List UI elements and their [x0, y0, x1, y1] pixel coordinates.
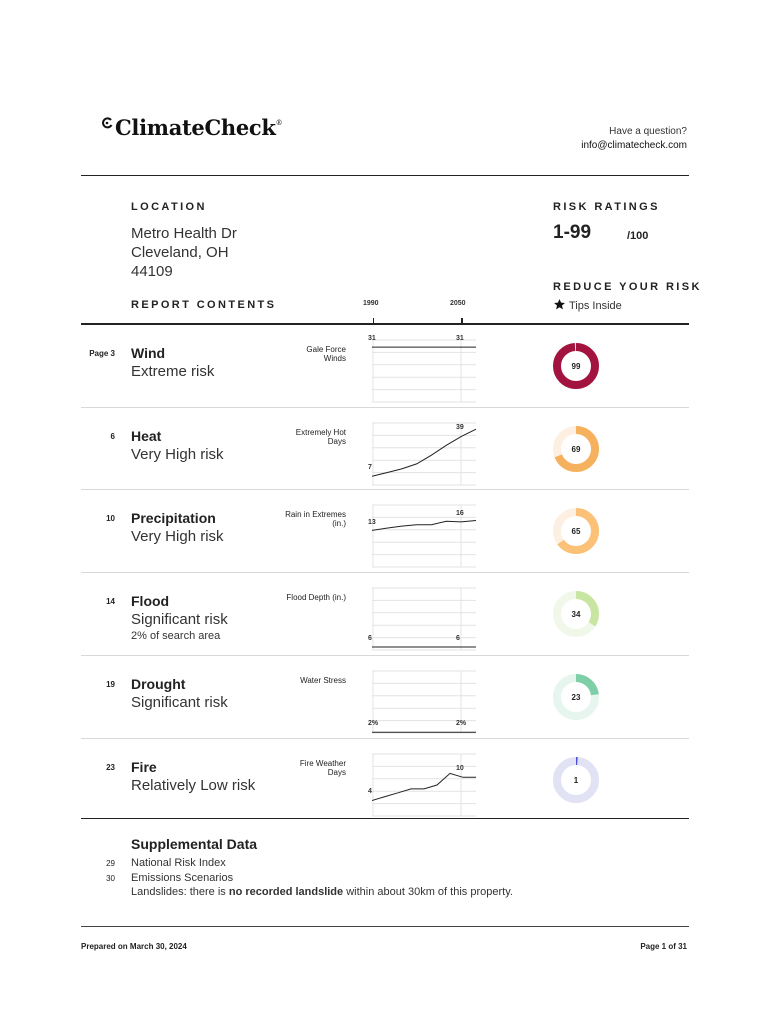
logo-registered-mark: ® — [275, 119, 283, 127]
landslide-note — [131, 886, 513, 898]
footer-divider — [81, 926, 689, 927]
metric-label: Flood Depth (in.) — [286, 593, 346, 603]
landslide-post: within about 30km of this property. — [346, 886, 513, 898]
star-icon — [553, 298, 566, 314]
risk-score-value: 1 — [573, 775, 579, 785]
risk-score-donut — [551, 424, 601, 474]
supp-link-emissions-scenarios[interactable]: Emissions Scenarios — [131, 872, 234, 884]
chart-start-value: 31 — [368, 335, 376, 343]
reduce-risk-label: REDUCE YOUR RISK — [553, 281, 702, 293]
logo-swirl-icon — [101, 117, 113, 133]
risk-level: Relatively Low risk — [131, 776, 256, 794]
risk-level: Very High risk — [131, 445, 224, 463]
address-block — [131, 224, 237, 281]
header-divider — [81, 175, 689, 176]
risk-score-value: 65 — [571, 527, 581, 537]
risk-score-donut — [551, 589, 601, 639]
chart-end-value: 2% — [456, 720, 467, 728]
supp-page-emissions: 30 — [106, 874, 115, 883]
tips-inside-label: Tips Inside — [569, 300, 622, 312]
chart-end-value: 16 — [456, 510, 464, 518]
risk-ratings-label: RISK RATINGS — [553, 201, 660, 213]
row-divider — [81, 407, 689, 408]
risk-title[interactable]: Heat — [131, 427, 162, 444]
metric-label: Water Stress — [300, 675, 346, 685]
risk-score-value: 23 — [571, 692, 581, 702]
risk-title[interactable]: Precipitation — [131, 510, 216, 527]
metric-label: Rain in Extremes (in.) — [285, 510, 346, 529]
trend-line — [372, 773, 476, 800]
chart-end-value: 10 — [456, 764, 464, 772]
trend-line — [372, 429, 476, 476]
risk-range: 1-99 — [553, 222, 592, 243]
risk-score-donut — [551, 755, 601, 805]
risk-level: Extreme risk — [131, 363, 215, 380]
risk-page-ref: 14 — [106, 597, 115, 607]
trend-line — [372, 521, 476, 531]
contents-divider — [81, 323, 689, 325]
metric-label: Gale Force Winds — [306, 345, 346, 363]
risk-page-ref: Page 3 — [89, 349, 115, 358]
address-zip: 44109 — [131, 263, 173, 280]
chart-end-value: 39 — [456, 424, 464, 432]
report-contents-label: REPORT CONTENTS — [131, 299, 277, 311]
risk-score-donut — [551, 672, 601, 722]
trend-chart — [372, 752, 480, 818]
chart-start-value: 2% — [368, 720, 379, 728]
contact-email-link[interactable]: info@climatecheck.com — [581, 140, 687, 151]
supp-page-nri: 29 — [106, 859, 115, 868]
risk-score-donut — [551, 506, 601, 556]
chart-end-value: 31 — [456, 335, 464, 343]
row-divider — [81, 489, 689, 490]
trend-chart — [372, 338, 480, 404]
chart-start-value: 13 — [368, 518, 376, 526]
landslide-pre: Landslides: there is — [131, 886, 226, 898]
risk-score-value: 99 — [571, 362, 581, 371]
logo-text: ClimateCheck — [115, 115, 276, 140]
risk-title[interactable]: Drought — [131, 675, 186, 692]
risk-page-ref: 6 — [110, 431, 115, 441]
row-divider — [81, 572, 689, 573]
risk-scale: /100 — [627, 230, 649, 242]
address-street: Metro Health Dr — [131, 225, 237, 242]
chart-end-value: 6 — [456, 635, 460, 643]
risk-level: Significant risk — [131, 693, 228, 711]
tips-inside[interactable] — [553, 298, 622, 314]
metric-label: Fire Weather Days — [299, 758, 346, 777]
prepared-date: Prepared on March 30, 2024 — [81, 942, 187, 951]
risk-score-value: 34 — [571, 610, 581, 620]
chart-start-value: 4 — [368, 788, 372, 795]
risk-level: Significant risk — [131, 611, 228, 629]
risk-title[interactable]: Fire — [131, 758, 157, 775]
risk-page-ref: 10 — [106, 514, 115, 524]
risk-page-ref: 23 — [106, 762, 115, 772]
risk-score-value: 69 — [571, 444, 581, 454]
landslide-bold: no recorded landslide — [228, 886, 344, 898]
address-city: Cleveland, OH — [131, 244, 229, 261]
risk-title[interactable]: Flood — [131, 593, 170, 610]
row-divider — [81, 738, 689, 739]
risk-level: Very High risk — [131, 528, 224, 546]
page-number: Page 1 of 31 — [640, 942, 687, 951]
year-end-label: 2050 — [450, 300, 466, 307]
row-divider — [81, 655, 689, 656]
chart-start-value: 6 — [368, 635, 372, 643]
supp-link-national-risk-index[interactable]: National Risk Index — [131, 857, 226, 869]
trend-chart — [372, 586, 480, 652]
risk-sub: 2% of search area — [131, 630, 221, 643]
year-start-label: 1990 — [363, 300, 379, 307]
rows-bottom-divider — [81, 818, 689, 819]
metric-label: Extremely Hot Days — [295, 427, 346, 446]
risk-title[interactable]: Wind — [131, 345, 166, 361]
chart-start-value: 7 — [368, 464, 372, 472]
supplemental-title: Supplemental Data — [131, 836, 258, 852]
risk-page-ref: 19 — [106, 679, 115, 689]
risk-score-donut — [551, 341, 601, 391]
climatecheck-logo — [101, 115, 282, 140]
location-label: LOCATION — [131, 201, 207, 213]
help-question: Have a question? — [609, 126, 687, 137]
